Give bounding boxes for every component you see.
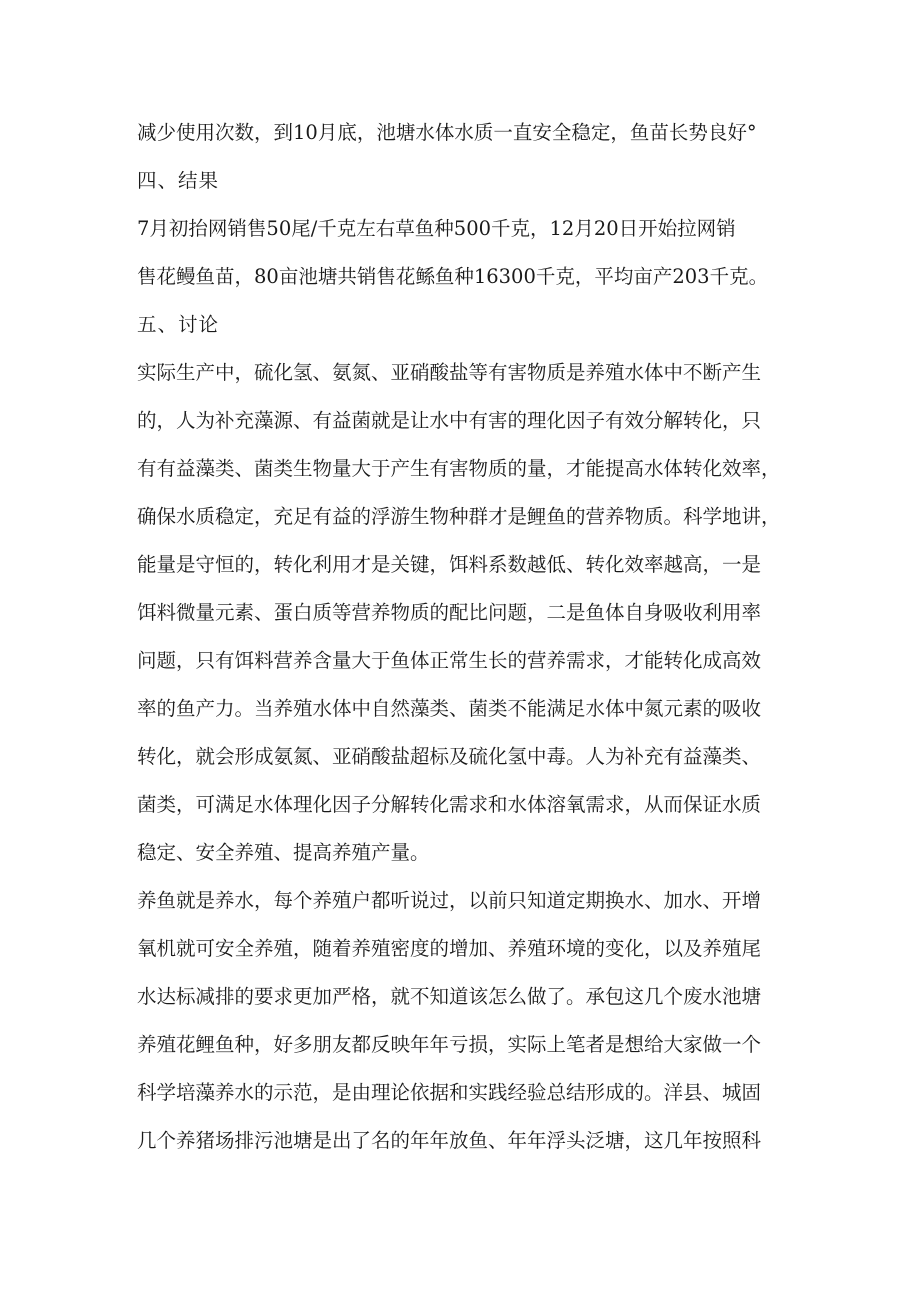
text-line: 7月初抬网销售50尾/千克左右草鱼种500千克，12月20日开始拉网销 (137, 217, 736, 240)
text-line: 养殖花鲤鱼种，好多朋友都反映年年亏损，实际上笔者是想给大家做一个 (137, 1033, 762, 1056)
text-line: 售花鳗鱼苗，80亩池塘共销售花鲧鱼种16300千克，平均亩产203千克。 (137, 265, 769, 288)
text-line: 问题，只有饵料营养含量大于鱼体正常生长的营养需求，才能转化成高效 (137, 649, 762, 672)
text-line: 有有益藻类、菌类生物量大于产生有害物质的量，才能提高水体转化效率， (137, 457, 781, 480)
text-line: 转化，就会形成氨氮、亚硝酸盐超标及硫化氢中毒。人为补充有益藻类、 (137, 745, 762, 768)
text-line: 的，人为补充藻源、有益菌就是让水中有害的理化因子有效分解转化，只 (137, 409, 762, 432)
text-line: 稳定、安全养殖、提高养殖产量。 (137, 841, 430, 864)
text-line: 减少使用次数，到10月底，池塘水体水质一直安全稳定，鱼苗长势良好° (137, 121, 757, 144)
text-line: 实际生产中，硫化氢、氨氮、亚硝酸盐等有害物质是养殖水体中不断产生 (137, 361, 762, 384)
text-line: 科学培藻养水的示范，是由理论依据和实践经验总结形成的。洋县、城固 (137, 1081, 762, 1104)
text-line: 氧机就可安全养殖，随着养殖密度的增加、养殖环境的变化，以及养殖尾 (137, 937, 762, 960)
section-heading-results: 四、结果 (137, 169, 220, 192)
text-line: 菌类，可满足水体理化因子分解转化需求和水体溶氧需求，从而保证水质 (137, 793, 762, 816)
text-line: 水达标减排的要求更加严格，就不知道该怎么做了。承包这几个废水池塘 (137, 985, 762, 1008)
text-line: 率的鱼产力。当养殖水体中自然藻类、菌类不能满足水体中氮元素的吸收 (137, 697, 762, 720)
text-line: 几个养猪场排污池塘是出了名的年年放鱼、年年浮头泛塘，这几年按照科 (137, 1129, 762, 1152)
text-line: 确保水质稳定，充足有益的浮游生物种群才是鲤鱼的营养物质。科学地讲， (137, 505, 781, 528)
text-line: 养鱼就是养水，每个养殖户都听说过，以前只知道定期换水、加水、开增 (137, 889, 762, 912)
section-heading-discussion: 五、讨论 (137, 313, 220, 336)
text-line: 饵料微量元素、蛋白质等营养物质的配比问题，二是鱼体自身吸收利用率 (137, 601, 762, 624)
text-line: 能量是守恒的，转化利用才是关键，饵料系数越低、转化效率越高，一是 (137, 553, 762, 576)
